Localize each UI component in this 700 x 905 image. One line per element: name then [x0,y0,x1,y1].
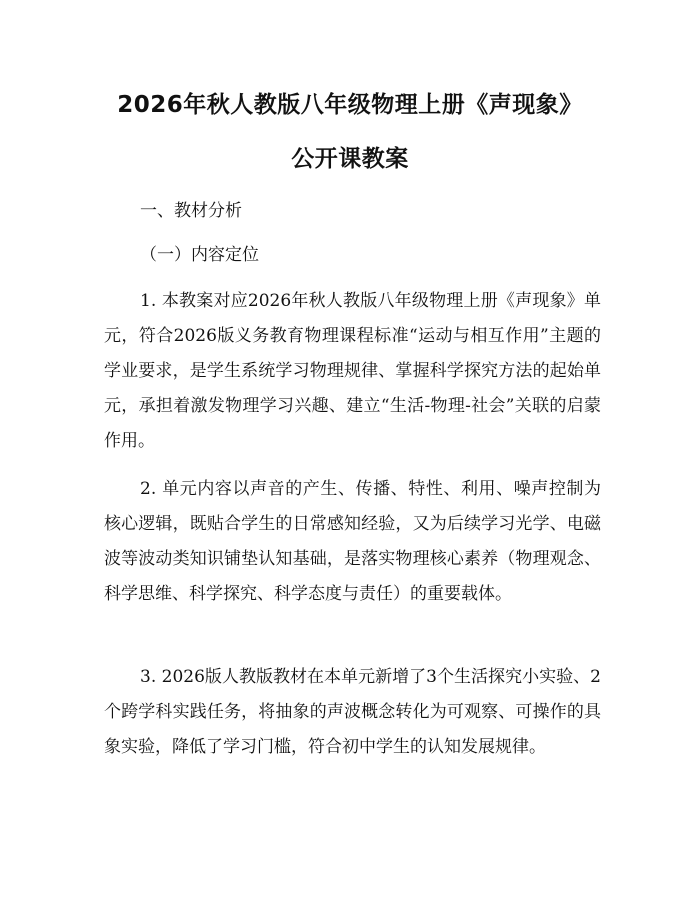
document-title-line2: 公开课教案 [291,146,409,172]
section-heading-textbook-analysis: 一、教材分析 [140,201,242,221]
paragraph-3: 3. 2026版人教版教材在本单元新增了3个生活探究小实验、2个跨学科实践任务，将抽象的声波概念转化为可观察、可操作的具象实验，降低了学习门槛，符合初中学生的认知发展规律。 [104,667,601,757]
paragraph-1: 1. 本教案对应2026年秋人教版八年级物理上册《声现象》单元，符合2026版义务教育物理课程标准“运动与相互作用”主题的学业要求，是学生系统学习物理规律、掌握科学探究方法的起始单元，承担着激发物理学习兴趣、建立“生活-物理-社会”关联的启蒙作用。 [104,291,601,451]
document-title-line1: 2026年秋人教版八年级物理上册《声现象》 [117,92,583,118]
subsection-heading-content-positioning: （一）内容定位 [140,245,259,265]
paragraph-2: 2. 单元内容以声音的产生、传播、特性、利用、噪声控制为核心逻辑，既贴合学生的日常感知经验，又为后续学习光学、电磁波等波动类知识铺垫认知基础，是落实物理核心素养（物理观念、科学思维、科学探究、科学态度与责任）的重要载体。 [104,479,601,604]
